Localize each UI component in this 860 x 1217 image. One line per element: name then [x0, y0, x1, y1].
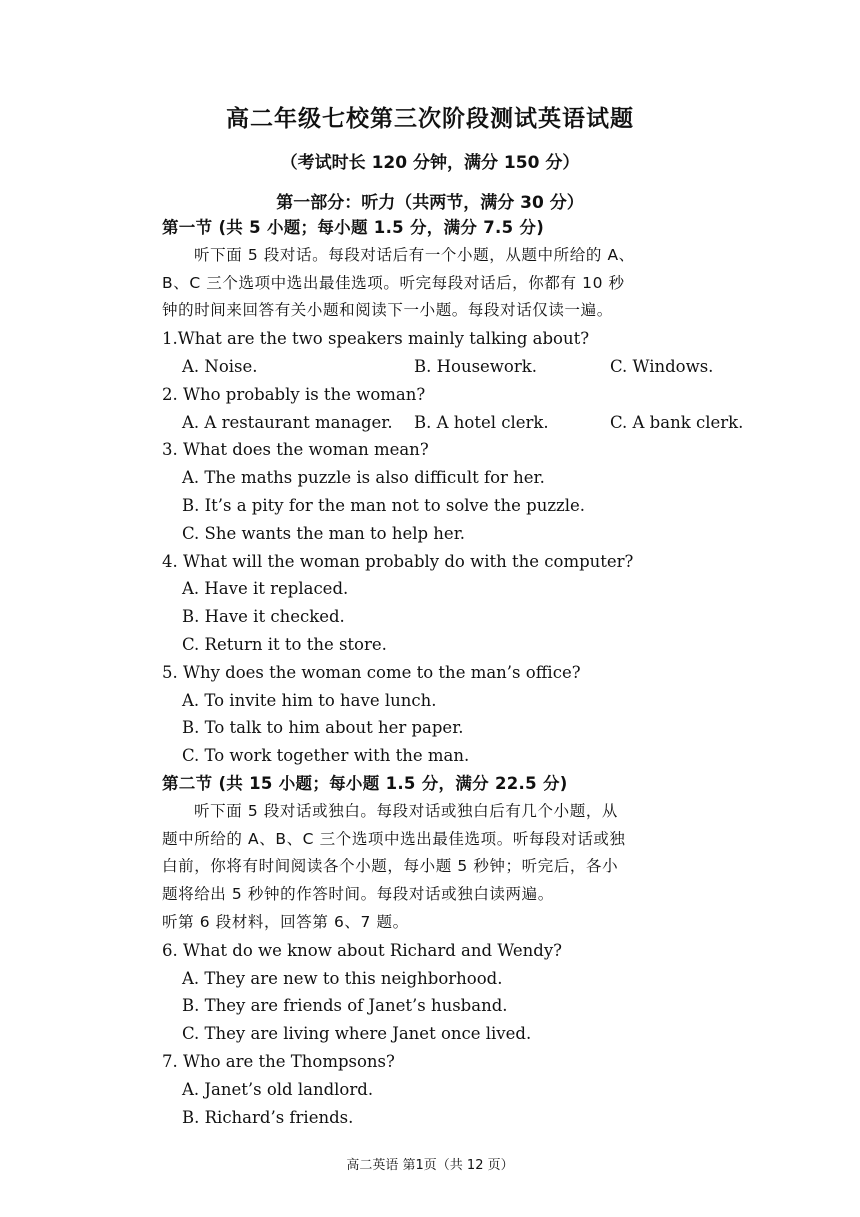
- option-c: C. Return it to the store.: [182, 634, 387, 654]
- option-c: C. Windows.: [610, 356, 714, 376]
- question-5: 5. Why does the woman come to the man’s office?: [162, 662, 581, 682]
- question-1: 1.What are the two speakers mainly talking about?: [162, 329, 590, 349]
- question-6: 6. What do we know about Richard and Wendy?: [162, 940, 563, 960]
- part-title: 第一部分：听力（共两节，满分 30 分）: [276, 193, 584, 213]
- option-c: C. To work together with the man.: [182, 746, 470, 766]
- option-b: B. They are friends of Janet’s husband.: [182, 996, 508, 1016]
- exam-content: [162, 214, 762, 1131]
- question-2: 2. Who probably is the woman?: [162, 384, 426, 404]
- exam-title: 高二年级七校第三次阶段测试英语试题: [226, 106, 634, 132]
- option-b: B. Have it checked.: [182, 607, 345, 627]
- question-3: 3. What does the woman mean?: [162, 440, 429, 460]
- question-2-options: [162, 409, 762, 437]
- option-a: A. The maths puzzle is also difficult for her.: [182, 468, 545, 488]
- question-7: 7. Who are the Thompsons?: [162, 1051, 395, 1071]
- option-b: B. A hotel clerk.: [414, 412, 549, 432]
- option-a: A. To invite him to have lunch.: [182, 690, 437, 710]
- option-c: C. They are living where Janet once lived.: [182, 1024, 532, 1044]
- section1-instruction-line: 钟的时间来回答有关小题和阅读下一小题。每段对话仅读一遍。: [162, 301, 613, 320]
- option-b: B. Richard’s friends.: [182, 1107, 354, 1127]
- option-b: B. It’s a pity for the man not to solve the puzzle.: [182, 495, 586, 515]
- option-c: C. A bank clerk.: [610, 412, 744, 432]
- section2-instruction-line: 题中所给的 A、B、C 三个选项中选出最佳选项。听每段对话或独: [162, 829, 626, 848]
- option-a: A. Noise.: [182, 356, 258, 376]
- section2-instruction-line: 题将给出 5 秒钟的作答时间。每段对话或独白读两遍。: [162, 885, 554, 904]
- option-a: A. They are new to this neighborhood.: [182, 968, 503, 988]
- section1-instruction-line: 听下面 5 段对话。每段对话后有一个小题，从题中所给的 A、: [194, 245, 635, 264]
- material-note: 听第 6 段材料，回答第 6、7 题。: [162, 912, 409, 931]
- question-4: 4. What will the woman probably do with the computer?: [162, 551, 634, 571]
- option-a: A. Janet’s old landlord.: [182, 1079, 374, 1099]
- section1-heading: 第一节 (共 5 小题；每小题 1.5 分，满分 7.5 分): [162, 218, 545, 237]
- section2-heading: 第二节 (共 15 小题；每小题 1.5 分，满分 22.5 分): [162, 773, 568, 793]
- option-c: C. She wants the man to help her.: [182, 523, 466, 543]
- question-1-options: [162, 353, 762, 381]
- section2-instruction-line: 白前，你将有时间阅读各个小题，每小题 5 秒钟；听完后，各小: [162, 857, 619, 876]
- option-a: A. A restaurant manager.: [182, 412, 393, 432]
- page-footer: 高二英语 第1页（共 12 页）: [346, 1158, 514, 1173]
- option-b: B. To talk to him about her paper.: [182, 718, 464, 738]
- exam-subtitle: （考试时长 120 分钟，满分 150 分）: [280, 153, 580, 173]
- section2-instruction-line: 听下面 5 段对话或独白。每段对话或独白后有几个小题，从: [194, 801, 619, 820]
- option-b: B. Housework.: [414, 356, 537, 376]
- option-a: A. Have it replaced.: [182, 579, 349, 599]
- section1-instruction-line: B、C 三个选项中选出最佳选项。听完每段对话后，你都有 10 秒: [162, 273, 625, 292]
